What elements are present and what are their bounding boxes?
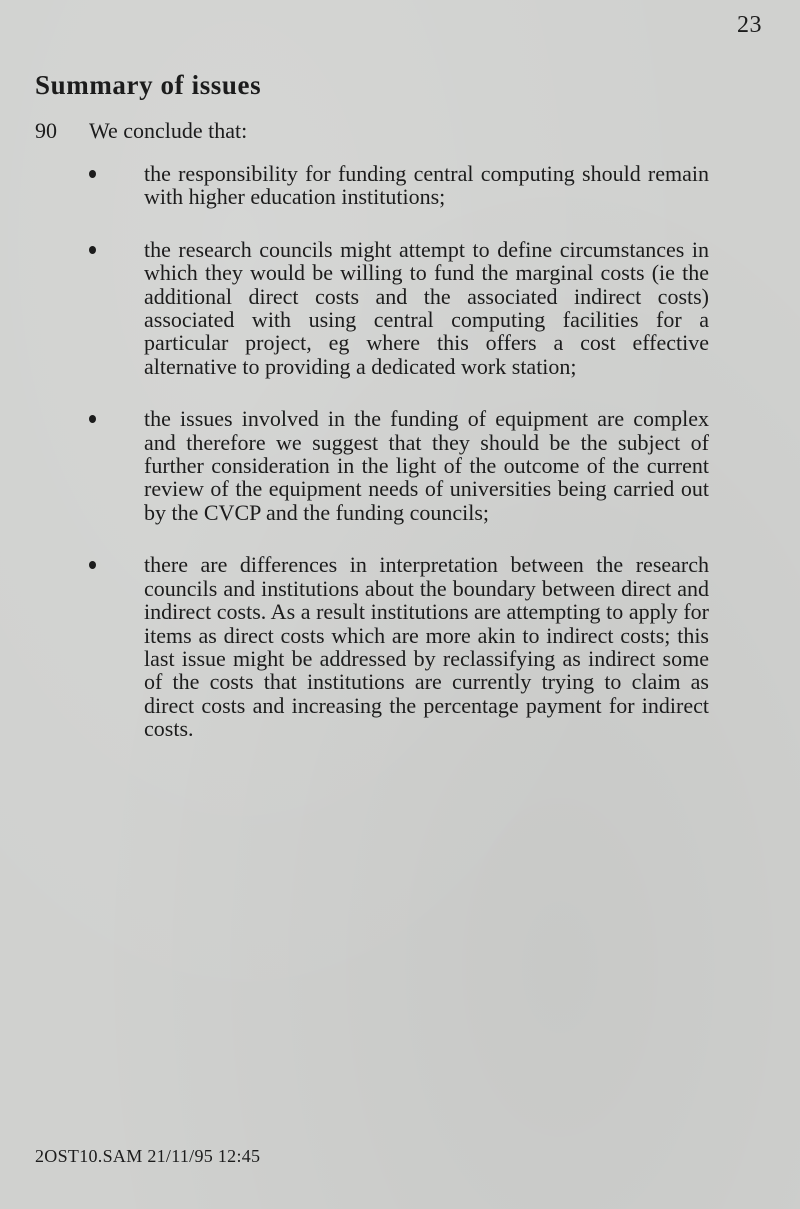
section-heading: Summary of issues xyxy=(35,70,262,100)
list-item-text: the research councils might attempt to define circumstances in which they would be willing to fund the marginal costs (ie the additional direct costs and the associated indirect costs) associated with using central computing facilities for a particular project, eg where this offers a cost effective alternative to providing a dedicated work station; xyxy=(144,236,709,379)
list-item xyxy=(0,238,800,378)
list-item xyxy=(0,407,800,524)
paragraph-number: 90 xyxy=(35,118,57,143)
list-item-text: there are differences in interpretation between the research councils and institutions about the boundary between direct and indirect costs. As a result institutions are attempting to apply for items as direct costs which are more akin to indirect costs; this last issue might be addressed by reclassifying as indirect some of the costs that institutions are currently trying to claim as direct costs and increasing the percentage payment for indirect costs. xyxy=(144,552,709,742)
bullet-icon xyxy=(89,415,96,423)
list-item xyxy=(0,553,800,740)
bullet-icon xyxy=(89,170,96,178)
conclusions-list xyxy=(0,162,800,770)
page-number: 23 xyxy=(737,12,762,38)
list-item-text: the responsibility for funding central computing should remain with higher education institutions; xyxy=(144,161,709,210)
list-item-text: the issues involved in the funding of equipment are complex and therefore we suggest that they should be the subject of further consideration in the light of the outcome of the current review of the equipment needs of universities being carried out by the CVCP and the funding councils; xyxy=(144,406,709,525)
bullet-icon xyxy=(89,561,96,569)
paragraph-intro: We conclude that: xyxy=(89,118,248,143)
list-item xyxy=(0,162,800,209)
bullet-icon xyxy=(89,246,96,254)
footer-file-stamp: 2OST10.SAM 21/11/95 12:45 xyxy=(35,1146,261,1166)
